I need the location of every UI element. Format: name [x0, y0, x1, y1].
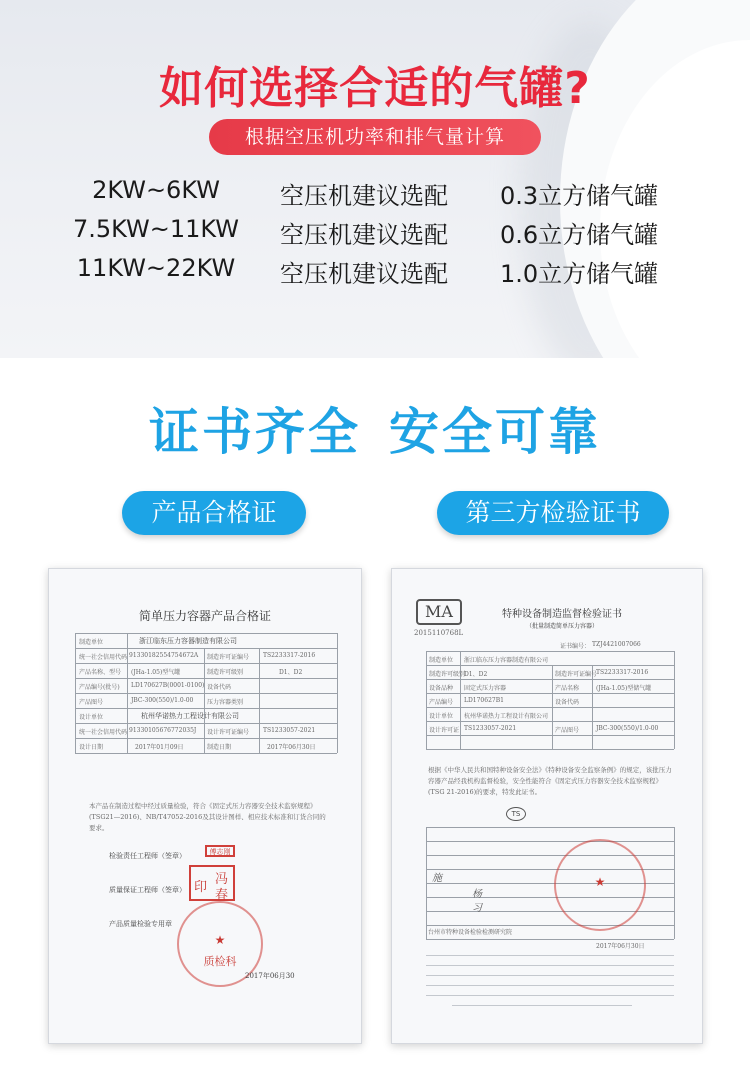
- right-doc-category: D1、D2: [464, 671, 488, 678]
- spec-tank: 0.3立方储气罐: [500, 182, 659, 210]
- right-doc-license: TS2233317-2016: [596, 669, 649, 676]
- inspector-label: 检验责任工程师（签章）: [109, 852, 186, 860]
- right-doc-product-no: LD170627B1: [464, 697, 504, 704]
- qa-label: 质量保证工程师（签章）: [109, 886, 186, 894]
- certificates-title-right: 安全可靠: [389, 403, 601, 461]
- left-doc-heading: 简单压力容器产品合格证: [138, 609, 271, 623]
- right-doc-drawing-no: JBC-300(550)/1.0-00: [596, 725, 659, 732]
- right-doc-cert-no: TZJ4421007066: [592, 641, 641, 648]
- inspection-certificate-photo: MA 2015110768L 特种设备制造监督检验证书 （批量制造简单压力容器） 证书编号： TZJ4421007066 制造单位 浙江临东压力容器制造有限公司 制造许可级别 D1、D2 制造许可证编号 TS2233317-2016 设备品种 固定式压力容器 产品名称 (JHa-1.05)型储气罐 产品编号 LD170627B1 设备代码 设计单位 杭州华诺热力工程设计有限公司 设计许可证 TS1233057-2021 产品图号 JBC-300(550)/1.0-00 根据《中华人民共和国特种设备安全法》《特种设备安全监察条例》的规定，该批压力容器产品经我机构监督检验，安全性能符合《固定式压力容器安全技术监察规程》(TSG 21-2016)的要求，特发此证书。 TS 施 杨 习 ★ 台州市特种设备检验检测研究院 2017年06月30日: [391, 568, 703, 1044]
- name-stamp: 印 冯 春: [189, 865, 235, 901]
- inspection-seal: ★: [554, 839, 646, 931]
- certificates-title: [0, 392, 750, 464]
- ma-logo: MA: [416, 599, 462, 625]
- right-doc-product-name: 固定式压力容器: [464, 685, 507, 692]
- left-doc-design-license: TS1233057-2021: [263, 727, 316, 734]
- right-doc-subheading: （批量制造简单压力容器）: [525, 623, 598, 630]
- right-doc-date: 2017年06月30日: [596, 943, 645, 950]
- right-doc-design-unit: 杭州华诺热力工程设计有限公司: [464, 713, 549, 720]
- spec-tank: 1.0立方储气罐: [500, 260, 659, 288]
- ts-mark-icon: TS: [506, 807, 526, 821]
- certificates-title-left: 证书齐全: [149, 403, 361, 461]
- left-doc-product-name: (JHa-1.05)型气罐: [131, 669, 181, 676]
- right-doc-inspect-org: 台州市特种设备检验检测研究院: [428, 929, 513, 936]
- page-title: 如何选择合适的气罐?: [159, 63, 591, 114]
- left-doc-credit-code: 91330182554754672A: [129, 652, 199, 659]
- right-doc-model: (JHa-1.05)型储气罐: [596, 685, 652, 692]
- spec-advice: 空压机建议选配: [280, 182, 448, 210]
- left-doc-design-unit: 杭州华诺热力工程设计有限公司: [141, 712, 239, 720]
- inspection-certificate-label: 第三方检验证书: [437, 491, 669, 535]
- left-doc-maker: 浙江临东压力容器制造有限公司: [139, 637, 237, 645]
- left-doc-license: TS2233317-2016: [263, 652, 316, 659]
- top-section: [0, 0, 750, 358]
- product-certificate-label: 产品合格证: [122, 491, 306, 535]
- spec-power: 2KW~6KW: [92, 176, 220, 204]
- spec-row: [0, 215, 750, 249]
- left-doc-product-no: LD170627B(0001-0100): [131, 682, 205, 689]
- right-doc-note: 根据《中华人民共和国特种设备安全法》《特种设备安全监察条例》的规定，该批压力容器产品经我机构监督检验，安全性能符合《固定式压力容器安全技术监察规程》(TSG 21-2016)的要求，特发此证书。: [428, 766, 672, 796]
- right-doc-maker: 浙江临东压力容器制造有限公司: [464, 657, 549, 664]
- spec-advice: 空压机建议选配: [280, 221, 448, 249]
- quality-seal: ★ 质检科: [177, 901, 263, 987]
- ma-code: 2015110768L: [414, 629, 464, 637]
- product-certificate-photo: 简单压力容器产品合格证 制造单位 浙江临东压力容器制造有限公司 统一社会信用代码 91330182554754672A 制造许可证编号 TS2233317-2016 产品名称、型号 (JHa-1.05)型气罐 制造许可级别 D1、D2 产品编号(批号) LD170627B(0001-0100) 设备代码 产品图号 JBC-300(550)/1.0-00 压力容器类别 设计单位 杭州华诺热力工程设计有限公司 统一社会信用代码 91330105676772035J 设计许可证编号 TS1233057-2021 设计日期 2017年01月09日 制造日期 2017年06月30日 本产品在制造过程中经过质量检验，符合《固定式压力容器安全技术监察规程》(TSG21—2016)、NB/T47052-2016及其设计图样、相应技术标准和订货合同的要求。 检验责任工程师（签章） 傅志刚 质量保证工程师（签章） 印 冯 春 产品质量检验专用章 ★ 质检科 2017年06月30: [48, 568, 362, 1044]
- spec-advice: 空压机建议选配: [280, 260, 448, 288]
- spec-power: 7.5KW~11KW: [72, 215, 240, 243]
- spec-row: [0, 176, 750, 210]
- left-doc-expire-date: 2017年06月30日: [267, 744, 316, 751]
- seal-label: 产品质量检验专用章: [109, 920, 172, 928]
- left-doc-date: 2017年06月30: [245, 972, 295, 980]
- left-doc-category: D1、D2: [279, 669, 303, 676]
- subtitle-badge: 根据空压机功率和排气量计算: [209, 119, 541, 155]
- spec-tank: 0.6立方储气罐: [500, 221, 659, 249]
- left-doc-drawing-no: JBC-300(550)/1.0-00: [131, 697, 194, 704]
- spec-power: 11KW~22KW: [76, 254, 236, 282]
- left-doc-make-date: 2017年01月09日: [135, 744, 184, 751]
- right-doc-design-license: TS1233057-2021: [464, 725, 517, 732]
- left-doc-note: 本产品在制造过程中经过质量检验，符合《固定式压力容器安全技术监察规程》(TSG21—2016)、NB/T47052-2016及其设计图样、相应技术标准和订货合同的要求。: [89, 802, 326, 832]
- left-doc-design-code: 91330105676772035J: [129, 727, 197, 734]
- right-doc-heading: 特种设备制造监督检验证书: [502, 609, 622, 620]
- spec-row: [0, 254, 750, 288]
